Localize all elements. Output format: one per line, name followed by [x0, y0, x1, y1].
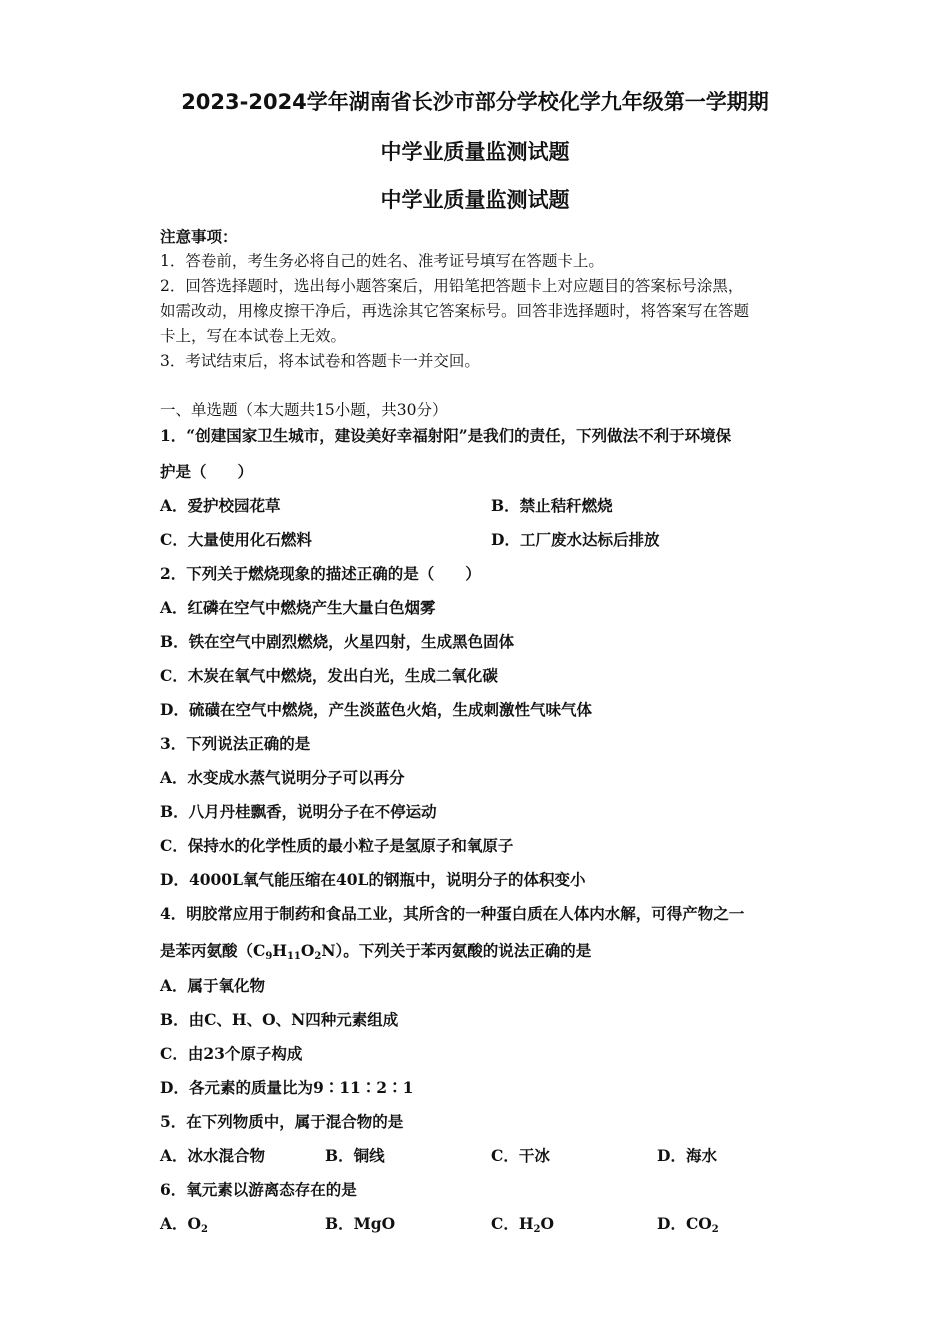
q6-option-a [160, 1213, 208, 1235]
q6-option-c-post: O [540, 1214, 554, 1233]
q4-stem-a: 4．明胶常应用于制药和食品工业，其所含的一种蛋白质在人体内水解，可得产物之一 [160, 904, 745, 923]
page-title-line2: 中学业质量监测试题 [380, 140, 570, 164]
q2-stem: 2．下列关于燃烧现象的描述正确的是（ ） [160, 564, 481, 583]
q4-stem-b-pre: 是苯丙氨酸（C [160, 941, 266, 960]
q4-formula-sub3: 2 [314, 951, 322, 962]
q2-option-d: D．硫磺在空气中燃烧，产生淡蓝色火焰，生成刺激性气味气体 [160, 700, 592, 719]
q3-option-c: C．保持水的化学性质的最小粒子是氢原子和氧原子 [160, 836, 514, 855]
q4-option-d: D．各元素的质量比为9∶11∶2∶1 [160, 1078, 414, 1097]
notice-item-1: 1．答卷前，考生务必将自己的姓名、准考证号填写在答题卡上。 [160, 252, 604, 270]
q4-stem-b [160, 940, 591, 962]
q6-option-d-sub: 2 [711, 1224, 719, 1235]
q2-option-b: B．铁在空气中剧烈燃烧，火星四射，生成黑色固体 [160, 632, 515, 651]
q6-option-d [657, 1213, 719, 1235]
q4-option-c: C．由23个原子构成 [160, 1044, 303, 1063]
q5-option-d: D．海水 [657, 1146, 717, 1165]
q1-option-d: D．工厂废水达标后排放 [491, 530, 660, 549]
q4-formula-sub2: 11 [286, 951, 301, 962]
q6-option-d-text: D．CO [657, 1214, 712, 1233]
section-heading: 一、单选题（本大题共15小题，共30分） [160, 401, 448, 419]
notice-heading: 注意事项： [160, 227, 238, 246]
q6-option-b: B．MgO [325, 1214, 396, 1233]
q6-option-c [491, 1213, 554, 1235]
notice-item-3: 3．考试结束后，将本试卷和答题卡一并交回。 [160, 352, 480, 370]
q4-formula-mid1: H [272, 941, 287, 960]
notice-item-2b: 如需改动，用橡皮擦干净后，再选涂其它答案标号。回答非选择题时，将答案写在答题 [160, 302, 750, 320]
q6-option-c-text: C．H [491, 1214, 534, 1233]
q4-formula-mid2: O [300, 941, 315, 960]
q6-option-a-text: A．O [160, 1214, 202, 1233]
q5-option-c: C．干冰 [491, 1146, 550, 1165]
q2-option-c: C．木炭在氧气中燃烧，发出白光，生成二氧化碳 [160, 666, 498, 685]
q3-option-a: A．水变成水蒸气说明分子可以再分 [160, 768, 405, 787]
q3-option-b: B．八月丹桂飘香，说明分子在不停运动 [160, 802, 437, 821]
q2-option-a: A．红磷在空气中燃烧产生大量白色烟雾 [160, 598, 436, 617]
q4-formula-sub1: 9 [265, 951, 273, 962]
q6-option-c-sub: 2 [533, 1224, 541, 1235]
q4-option-b: B．由C、H、O、N四种元素组成 [160, 1010, 399, 1029]
notice-item-2a: 2．回答选择题时，选出每小题答案后，用铅笔把答题卡上对应题目的答案标号涂黑， [160, 277, 744, 295]
q5-option-b: B．铜线 [325, 1146, 385, 1165]
q4-stem-b-post: N）。下列关于苯丙氨酸的说法正确的是 [321, 941, 592, 960]
q4-option-a: A．属于氧化物 [160, 976, 266, 995]
q6-option-a-sub: 2 [201, 1224, 208, 1235]
q1-option-a: A．爱护校园花草 [160, 496, 281, 515]
q3-stem: 3．下列说法正确的是 [160, 734, 311, 753]
q5-stem: 5．在下列物质中，属于混合物的是 [160, 1112, 404, 1131]
q1-option-c: C．大量使用化石燃料 [160, 530, 312, 549]
q1-option-b: B．禁止秸秆燃烧 [491, 496, 613, 515]
q6-stem: 6．氧元素以游离态存在的是 [160, 1180, 357, 1199]
q1-stem-a: 1．“创建国家卫生城市，建设美好幸福射阳”是我们的责任，下列做法不利于环境保 [160, 426, 732, 445]
page-title-line3: 中学业质量监测试题 [380, 188, 570, 212]
q3-option-d: D．4000L氧气能压缩在40L的钢瓶中，说明分子的体积变小 [160, 870, 586, 889]
page-title-line1: 2023-2024学年湖南省长沙市部分学校化学九年级第一学期期 [181, 90, 769, 114]
notice-item-2c: 卡上，写在本试卷上无效。 [160, 327, 347, 345]
q1-stem-b: 护是（ ） [160, 462, 254, 481]
q5-option-a: A．冰水混合物 [160, 1146, 266, 1165]
